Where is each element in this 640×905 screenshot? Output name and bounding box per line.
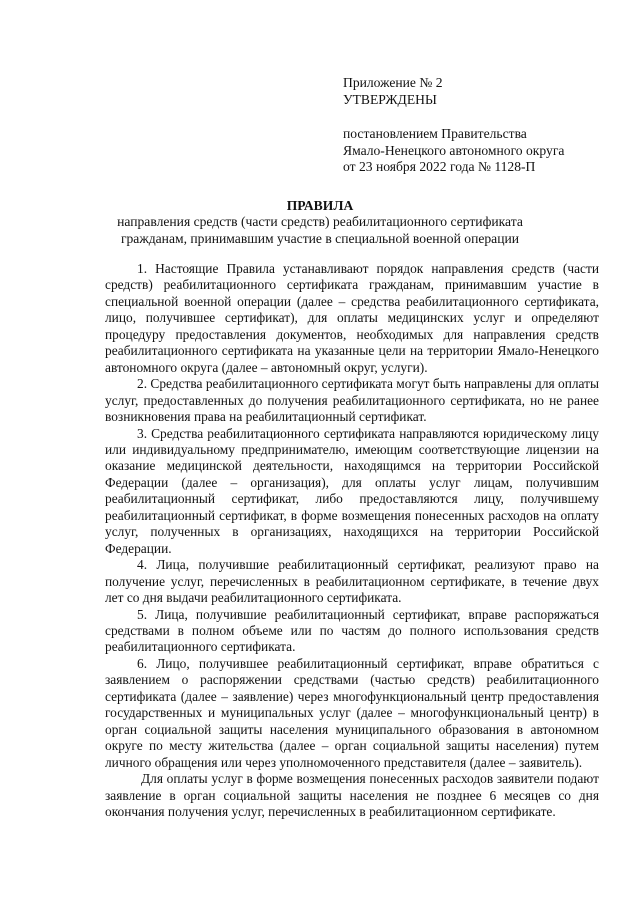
document-title: ПРАВИЛА — [286, 198, 354, 213]
paragraph-5: 5. Лица, получившие реабилитационный сертификат, вправе распоряжаться средствами в полном объеме или по частям до полного использования средств реабилитационного сертификата. — [105, 606, 599, 655]
approved-label: УТВЕРЖДЕНЫ — [343, 91, 437, 107]
paragraph-4: 4. Лица, получившие реабилитационный сертификат, реализуют право на получение услуг, перечисленных в реабилитационном сертификате, в течение двух лет со дня выдачи реабилитационного сертификата. — [105, 557, 599, 606]
paragraph-6: 6. Лицо, получившее реабилитационный сертификат, вправе обратиться с заявлением о распоряжении средствами (частью средств) реабилитационного сертификата (далее – заявление) через многофункциональный центр предоставления государственных и муниципальных услуг (далее – многофункциональный центр) в орган социальной защиты населения муниципального образования в автономном округе по месту жительства (далее – орган социальной защиты населения) путем личного обращения или через уполномоченного представителя (далее – заявитель). — [105, 655, 599, 770]
approval-block — [343, 75, 633, 176]
document-body — [105, 261, 599, 820]
resolution-line: постановлением Правительства — [343, 126, 527, 142]
paragraph-2: 2. Средства реабилитационного сертификата могут быть направлены для оплаты услуг, предоставленных до получения реабилитационного сертификата, но не ранее возникновения права на реабилитационный сертификат. — [105, 376, 599, 425]
region-line: Ямало-Ненецкого автономного округа — [343, 142, 565, 158]
paragraph-6-continuation: Для оплаты услуг в форме возмещения понесенных расходов заявители подают заявление в орган социальной защиты населения не позднее 6 месяцев со дня окончания получения услуг, перечисленных в реабилитационном сертификате. — [105, 771, 599, 819]
paragraph-3: 3. Средства реабилитационного сертификата направляются юридическому лицу или индивидуальному предпринимателю, имеющим соответствующие лицензии на оказание медицинской деятельности, находящимся на территории Российской Федерации (далее – организация), для оплаты услуг лицам, получившим реабилитационный сертификат, либо предоставляются лицу, получившему реабилитационный сертификат, в форме возмещения понесенных расходов на оплату услуг, полученных в организациях, находящихся на территории Российской Федерации. — [105, 425, 599, 556]
paragraph-1: 1. Настоящие Правила устанавливают порядок направления средств (части средств) реабилитационного сертификата гражданам, принимавшим участие в специальной военной операции (далее – средства реабилитационного сертификата, лицо, получившее сертификат), для оплаты медицинских услуг и определяют процедуру предоставления документов, необходимых для направления средств реабилитационного сертификата на указанные цели на территории Ямало-Ненецкого автономного округа (далее – автономный округ, услуги). — [105, 261, 599, 375]
appendix-number: Приложение № 2 — [343, 75, 443, 90]
resolution-date-number: от 23 ноября 2022 года № 1128-П — [343, 159, 536, 175]
document-subtitle: направления средств (части средств) реабилитационного сертификата гражданам, принимавшим участие в специальной военной операции — [117, 214, 523, 246]
